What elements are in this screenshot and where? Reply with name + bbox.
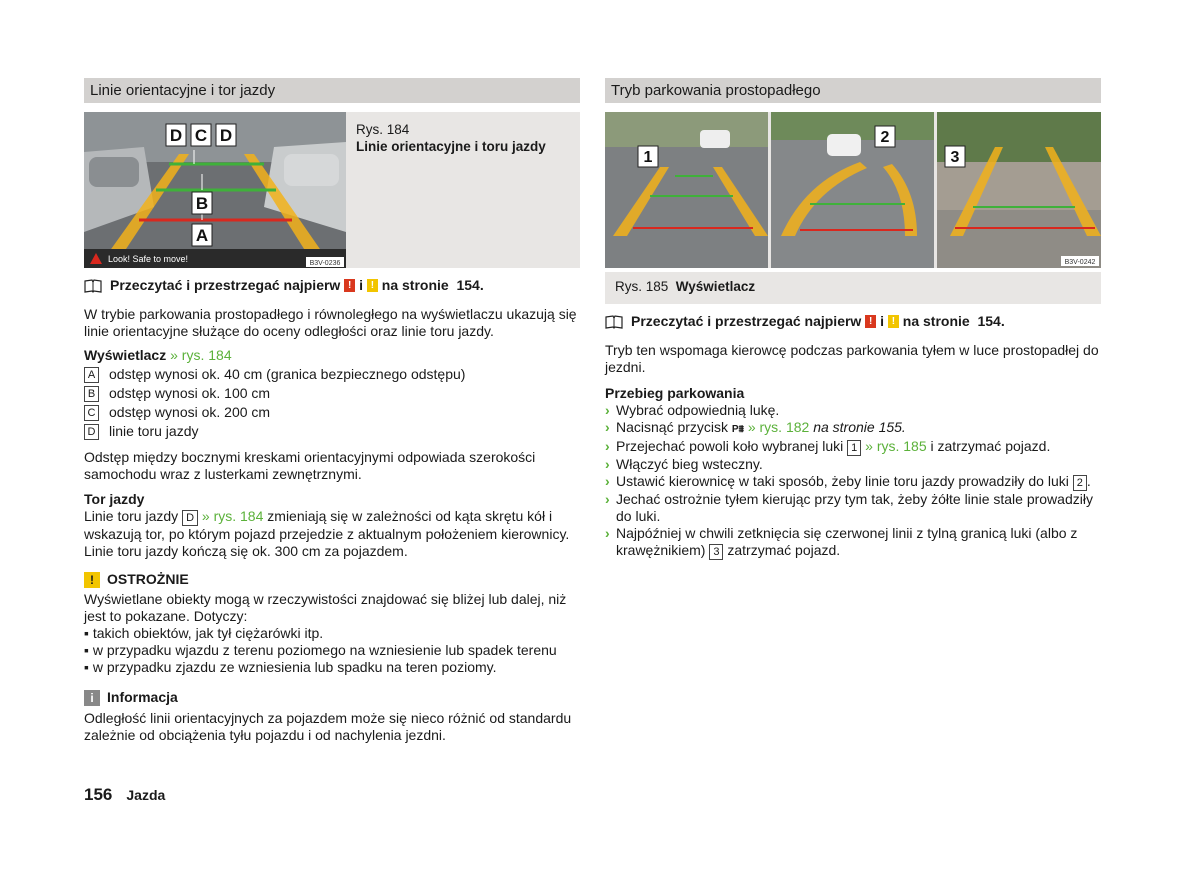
section-heading: Tryb parkowania prostopadłego [605,78,1101,103]
fig-label-d2: D [219,126,233,145]
list-item: › Nacisnąć przycisk P⩩ » rys. 182 na stronie 155. [605,419,906,435]
caution-icon: ! [888,315,899,328]
steps-list [605,402,1101,560]
step-key: 1 [847,440,861,456]
fig-label-b: B [195,194,209,213]
read-first-page: 154. [977,313,1005,329]
caution-icon: ! [84,572,100,588]
steps-heading: Przebieg parkowania [605,385,745,401]
camera-banner: Look! Safe to move! [108,254,189,264]
info-heading [84,689,580,706]
fig-label-c: C [194,126,208,145]
list-item: › Jechać ostrożnie tyłem kierując przy tym tak, żeby żółte linie stale prowadziły do luki. [605,491,1101,525]
figure-184 [84,112,580,268]
info-paragraph: Odległość linii orientacyjnych za pojazdem może się nieco różnić od standardu zależnie od obciążenia tyłu pojazdu i od nachylenia jezdni. [84,710,572,743]
list-item: › Ustawić kierownicę w taki sposób, żeby linie toru jazdy prowadziły do luki 2 . [605,473,1091,489]
figure-caption [605,272,1101,304]
caution-list [84,625,580,676]
track-paragraph [84,508,580,560]
page-footer [84,786,165,804]
section-name: Jazda [126,787,166,803]
caution-paragraph: Wyświetlane obiekty mogą w rzeczywistości znajdować się bliżej lub dalej, niż jest to pokazane. Dotyczy: [84,591,567,624]
parking-display-illustration [605,112,1101,268]
caption-number: Rys. 184 [356,122,410,137]
list-item [84,403,580,422]
read-first-and: i [880,313,884,329]
read-first-text: Przeczytać i przestrzegać najpierw [110,277,341,293]
fig-label-a: A [195,226,209,245]
fig-label-3: 3 [950,149,960,166]
track-key: D [182,510,198,526]
display-label: Wyświetlacz [84,347,167,363]
info-icon: i [84,690,100,706]
display-ref-link[interactable]: » rys. 184 [170,347,232,363]
list-item: › Najpóźniej w chwili zetknięcia się czerwonej linii z tylną granicą luki (albo z krawężnikiem) 3 zatrzymać pojazd. [605,525,1078,558]
left-column [84,78,580,744]
caption-title: Linie orientacyjne i toru jazdy [356,139,546,154]
book-icon [605,315,623,329]
list-item [84,384,580,403]
caution-icon: ! [367,279,378,292]
legend-list [84,365,580,441]
step-text-post: na stronie 155. [813,419,906,435]
legend-key: B [84,386,99,402]
step-ref-link[interactable]: » rys. 185 [865,438,927,454]
figure-caption [346,112,580,268]
read-first-and: i [359,277,363,293]
caution-heading [84,571,580,588]
step-text-post: zatrzymać pojazd. [727,542,841,558]
legend-key: D [84,424,99,440]
park-button-icon: P⩩ [731,424,744,435]
legend-key: C [84,405,99,421]
read-first-note [605,313,1101,330]
read-first-text: Przeczytać i przestrzegać najpierw [631,313,862,329]
step-text: Nacisnąć przycisk [616,419,729,435]
caption-title: Wyświetlacz [675,279,756,294]
list-item [84,365,580,384]
section-heading: Linie orientacyjne i tor jazdy [84,78,580,103]
step-text: Włączyć bieg wsteczny. [616,456,763,472]
fig-label-2: 2 [880,129,890,146]
read-first-page-label: na stronie [902,313,970,329]
step-text: Ustawić kierownicę w taki sposób, żeby linie toru jazdy prowadziły do luki [616,473,1069,489]
step-text-post: . [1086,473,1091,489]
step-ref-link[interactable]: » rys. 182 [747,419,810,435]
legend-key: A [84,367,99,383]
step-text: Najpóźniej w chwili zetknięcia się czerwonej linii z tylną granicą luki (albo z krawężnikiem) [616,525,1078,558]
legend-text: odstęp wynosi ok. 100 cm [109,385,271,401]
right-column [605,78,1101,560]
track-text-pre: Linie toru jazdy [84,508,179,524]
list-item: ▪ w przypadku zjazdu ze wzniesienia lub spadku na teren poziomy. [84,659,497,675]
track-text-post: zmieniają się w zależności od kąta skrętu kół i wskazują tor, po którym pojazd przejedzie z aktualnym położeniem kierownicy. Linie toru jazdy kończą się ok. 300 cm za pojazdem. [84,508,570,559]
fig-label-1: 1 [643,149,653,166]
caution-item-text: w przypadku zjazdu ze wzniesienia lub spadku na teren poziomy. [92,659,497,675]
list-item: › Przejechać powoli koło wybranej luki 1 » rys. 185 i zatrzymać pojazd. [605,438,1051,454]
read-first-page: 154. [456,277,484,293]
figure-185 [605,112,1101,304]
track-heading: Tor jazdy [84,491,145,507]
read-first-note [84,277,580,294]
rear-camera-illustration [84,112,346,268]
caption-number: Rys. 185 [615,279,669,294]
fig-label-d1: D [169,126,183,145]
caution-item-text: takich obiektów, jak tył ciężarówki itp. [92,625,324,641]
info-title: Informacja [107,689,178,705]
read-first-page-label: na stronie [381,277,449,293]
book-icon [84,279,102,293]
list-item: › Wybrać odpowiednią lukę. [605,402,780,418]
list-item: › Włączyć bieg wsteczny. [605,456,763,472]
step-text: Jechać ostrożnie tyłem kierując przy tym tak, żeby żółte linie stale prowadziły do luki. [616,491,1093,524]
danger-icon: ! [865,315,876,328]
caution-title: OSTROŻNIE [107,571,189,587]
step-key: 3 [709,544,723,560]
list-item: ▪ takich obiektów, jak tył ciężarówki itp. [84,625,324,641]
step-text: Wybrać odpowiednią lukę. [616,402,780,418]
step-text-post: i zatrzymać pojazd. [930,438,1051,454]
track-ref-link[interactable]: » rys. 184 [201,508,264,524]
caution-item-text: w przypadku wjazdu z terenu poziomego na wzniesienie lub spadek terenu [92,642,557,658]
step-text: Przejechać powoli koło wybranej luki [616,438,844,454]
page-number: 156 [84,785,113,804]
legend-text: odstęp wynosi ok. 40 cm (granica bezpiecznego odstępu) [109,366,466,382]
danger-icon: ! [344,279,355,292]
legend-text: linie toru jazdy [109,423,199,439]
figure-code: B3V-0236 [309,260,341,267]
intro-paragraph: Tryb ten wspomaga kierowcę podczas parkowania tyłem w luce prostopadłej do jezdni. [605,342,1099,375]
step-key: 2 [1073,475,1087,491]
legend-text: odstęp wynosi ok. 200 cm [109,404,271,420]
list-item [84,422,580,441]
list-item: ▪ w przypadku wjazdu z terenu poziomego na wzniesienie lub spadek terenu [84,642,557,658]
figure-code: B3V-0242 [1064,259,1096,266]
intro-paragraph: W trybie parkowania prostopadłego i równoległego na wyświetlaczu ukazują się linie orientacyjne służące do oceny odległości oraz linie toru jazdy. [84,306,577,339]
side-lines-paragraph: Odstęp między bocznymi kreskami orientacyjnymi odpowiada szerokości samochodu wraz z lusterkami zewnętrznymi. [84,449,536,482]
